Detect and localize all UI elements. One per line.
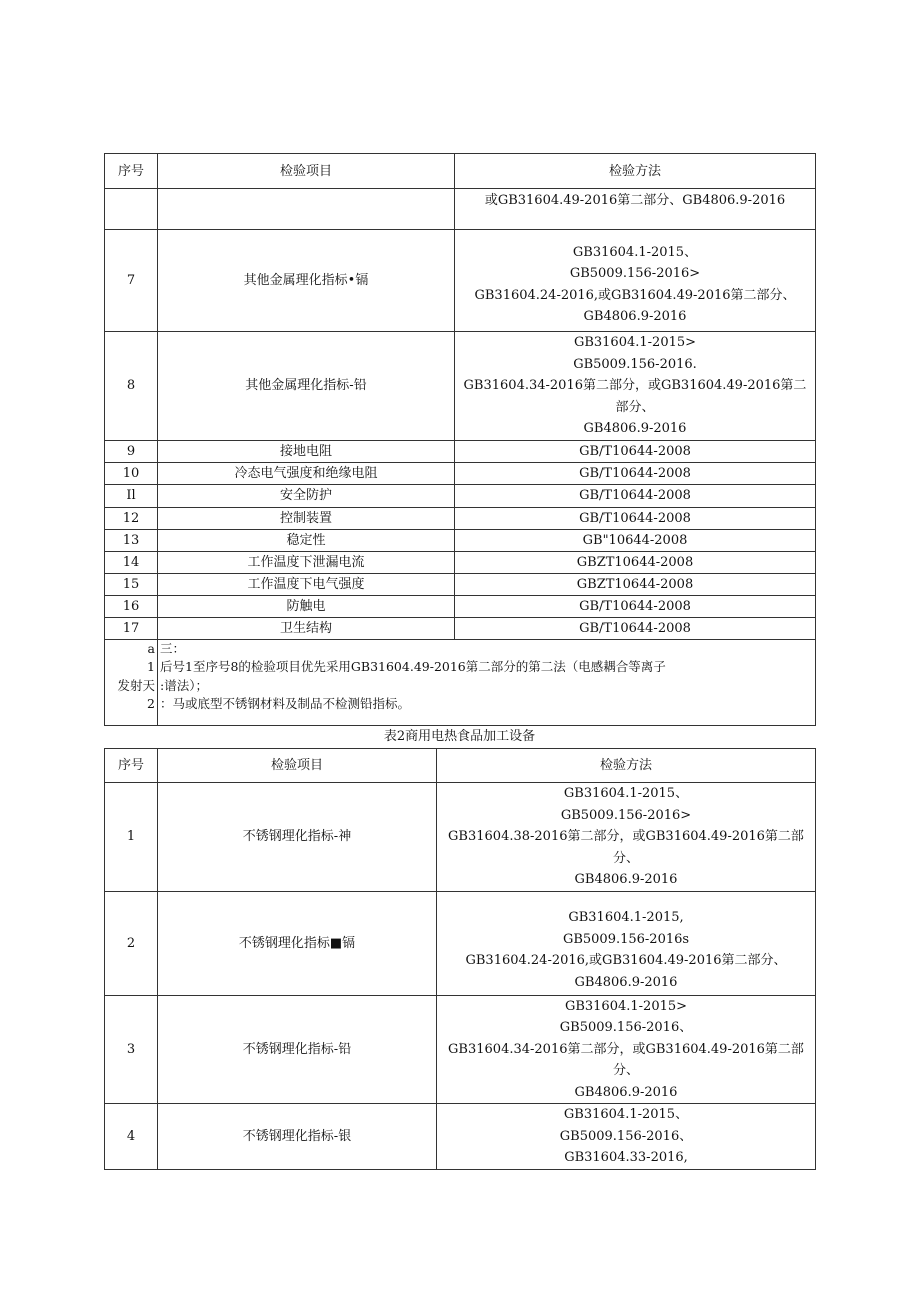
table-row	[105, 617, 816, 639]
table-row	[105, 1104, 816, 1170]
table-row	[105, 440, 816, 462]
table-row	[105, 529, 816, 551]
row-method: GB31604.1-2015> GB5009.156-2016、 GB31604.34-2016第二部分，或GB31604.49-2016第二部 分、 GB4806.9-2016	[437, 995, 816, 1104]
header-seq: 序号	[105, 749, 158, 783]
row-seq: 9	[105, 440, 158, 462]
row-seq: 2	[105, 891, 158, 995]
row-item: 控制装置	[158, 507, 455, 529]
header-item: 检验项目	[158, 154, 455, 189]
row-item: 不锈钢理化指标-银	[158, 1104, 437, 1170]
row-item: 其他金属理化指标•镉	[158, 230, 455, 332]
row-item: 卫生结构	[158, 617, 455, 639]
table-row	[105, 551, 816, 573]
row-method: GB31604.1-2015> GB5009.156-2016. GB31604.34-2016第二部分，或GB31604.49-2016第二 部分、 GB4806.9-2016	[455, 332, 816, 441]
row-method: GBZT10644-2008	[455, 551, 816, 573]
row-seq: 4	[105, 1104, 158, 1170]
row-item: 冷态电气强度和绝缘电阻	[158, 462, 455, 484]
row-method: GB31604.1-2015、 GB5009.156-2016> GB31604.24-2016,或GB31604.49-2016第二部分、 GB4806.9-2016	[455, 230, 816, 332]
row-method: GB/T10644-2008	[455, 440, 816, 462]
row-method: GB/T10644-2008	[455, 595, 816, 617]
header-seq: 序号	[105, 154, 158, 189]
row-seq: 12	[105, 507, 158, 529]
table-row	[105, 189, 816, 230]
table-row	[105, 783, 816, 892]
row-method: GB31604.1-2015、 GB5009.156-2016、 GB31604.33-2016,	[437, 1104, 816, 1170]
row-method: GB"10644-2008	[455, 529, 816, 551]
row-item	[158, 189, 455, 230]
row-method: GB/T10644-2008	[455, 507, 816, 529]
row-item: 不锈钢理化指标-铅	[158, 995, 437, 1104]
row-item: 稳定性	[158, 529, 455, 551]
notes-left: a 1 发射天 2	[105, 639, 158, 725]
row-seq: 17	[105, 617, 158, 639]
row-method: GB31604.1-2015、 GB5009.156-2016> GB31604.38-2016第二部分，或GB31604.49-2016第二部 分、 GB4806.9-2016	[437, 783, 816, 892]
row-item: 工作温度下电气强度	[158, 573, 455, 595]
row-seq: 8	[105, 332, 158, 441]
row-item: 接地电阻	[158, 440, 455, 462]
table-row	[105, 230, 816, 332]
row-seq: 7	[105, 230, 158, 332]
row-seq: 13	[105, 529, 158, 551]
row-seq: 3	[105, 995, 158, 1104]
row-seq	[105, 189, 158, 230]
row-seq: 1	[105, 783, 158, 892]
row-item: 不锈钢理化指标■镉	[158, 891, 437, 995]
table-row	[105, 595, 816, 617]
table-row	[105, 995, 816, 1104]
row-seq: 15	[105, 573, 158, 595]
row-seq: 14	[105, 551, 158, 573]
row-method: GB/T10644-2008	[455, 617, 816, 639]
row-seq: Il	[105, 484, 158, 507]
row-item: 不锈钢理化指标-神	[158, 783, 437, 892]
row-seq: 16	[105, 595, 158, 617]
table-row	[105, 573, 816, 595]
row-item: 防触电	[158, 595, 455, 617]
table-row	[105, 507, 816, 529]
header-method: 检验方法	[455, 154, 816, 189]
row-method: GBZT10644-2008	[455, 573, 816, 595]
table-2-header	[105, 749, 816, 783]
notes-text: 三： 后号1至序号8的检验项目优先采用GB31604.49-2016第二部分的第二法（电感耦合等离子 :谱法）； ：马或底型不锈钢材料及制品不检测铅指标。	[158, 639, 816, 725]
header-method: 检验方法	[437, 749, 816, 783]
row-item: 工作温度下泄漏电流	[158, 551, 455, 573]
table-1	[104, 153, 816, 726]
table-row	[105, 462, 816, 484]
table-2-caption: 表2商用电热食品加工设备	[383, 729, 536, 744]
row-method: GB/T10644-2008	[455, 484, 816, 507]
header-item: 检验项目	[158, 749, 437, 783]
row-method: 或GB31604.49-2016第二部分、GB4806.9-2016	[455, 189, 816, 230]
table-row	[105, 332, 816, 441]
table-1-header	[105, 154, 816, 189]
row-item: 安全防护	[158, 484, 455, 507]
row-item: 其他金属理化指标-铅	[158, 332, 455, 441]
table-2	[104, 748, 816, 1170]
table-notes	[105, 639, 816, 725]
row-method: GB/T10644-2008	[455, 462, 816, 484]
table-row	[105, 484, 816, 507]
row-method: GB31604.1-2015, GB5009.156-2016s GB31604.24-2016,或GB31604.49-2016第二部分、 GB4806.9-2016	[437, 891, 816, 995]
table-row	[105, 891, 816, 995]
row-seq: 10	[105, 462, 158, 484]
